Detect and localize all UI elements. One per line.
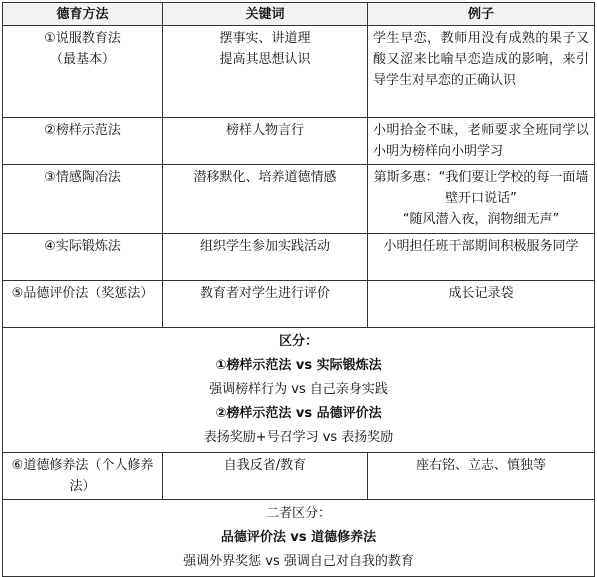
example-text: “随风潜入夜，润物细无声” bbox=[402, 212, 560, 227]
keywords-cell bbox=[163, 165, 368, 234]
keywords-cell bbox=[163, 234, 368, 281]
header-example: 例子 bbox=[368, 3, 595, 26]
method-note: （最基本） bbox=[49, 52, 115, 67]
method-cell bbox=[3, 26, 163, 118]
distinction-text: 强调榜样行为 vs 自己亲身实践 bbox=[209, 382, 388, 397]
example-text: 小明担任班干部期间积极服务同学 bbox=[383, 239, 579, 254]
table-row bbox=[3, 26, 595, 118]
example-cell bbox=[368, 234, 595, 281]
example-cell bbox=[368, 453, 595, 500]
method-name: ④实际锻炼法 bbox=[44, 239, 121, 254]
method-cell bbox=[3, 165, 163, 234]
method-cell bbox=[3, 453, 163, 500]
distinction-title: 二者区分： bbox=[265, 506, 331, 521]
method-name: ⑤品德评价法（奖惩法） bbox=[11, 286, 154, 301]
example-cell bbox=[368, 165, 595, 234]
keyword-line: 摆事实、讲道理 bbox=[219, 31, 311, 46]
distinction-text: 强调外界奖惩 vs 强调自己对自我的教育 bbox=[183, 554, 414, 569]
keywords-cell bbox=[163, 26, 368, 118]
distinction-heading: 品德评价法 vs 道德修养法 bbox=[220, 530, 377, 545]
distinction-row bbox=[3, 328, 595, 453]
table-row bbox=[3, 453, 595, 500]
table-row bbox=[3, 118, 595, 165]
distinction-text: 表扬奖励+号召学习 vs 表扬奖励 bbox=[203, 430, 394, 445]
table-row bbox=[3, 165, 595, 234]
header-method: 德育方法 bbox=[3, 3, 163, 26]
example-text: 学生早恋，教师用没有成熟的果子又酸又涩来比喻早恋造成的影响，来引导学生对早恋的正确认识 bbox=[373, 31, 589, 88]
document-sheet bbox=[2, 2, 594, 570]
keywords-cell bbox=[163, 281, 368, 328]
method-cell bbox=[3, 234, 163, 281]
header-row bbox=[3, 3, 595, 26]
keyword-line: 自我反省/教育 bbox=[223, 458, 307, 473]
distinction-cell bbox=[3, 500, 595, 577]
table-row bbox=[3, 234, 595, 281]
keyword-line: 教育者对学生进行评价 bbox=[199, 286, 330, 301]
example-text: 小明拾金不昧，老师要求全班同学以小明为榜样向小明学习 bbox=[373, 123, 589, 159]
moral-education-methods-table bbox=[2, 2, 595, 577]
keyword-line: 榜样人物言行 bbox=[225, 123, 304, 138]
distinction-title: 区分： bbox=[278, 334, 318, 349]
distinction-cell bbox=[3, 328, 595, 453]
keyword-line: 潜移默化、培养道德情感 bbox=[193, 170, 337, 185]
keywords-cell bbox=[163, 453, 368, 500]
example-text: 第斯多惠：“我们要让学校的每一面墙壁开口说话” bbox=[373, 170, 589, 206]
keyword-line: 提高其思想认识 bbox=[219, 52, 311, 67]
example-text: 成长记录袋 bbox=[448, 286, 514, 301]
method-cell bbox=[3, 118, 163, 165]
example-cell bbox=[368, 281, 595, 328]
distinction-heading: ②榜样示范法 vs 品德评价法 bbox=[215, 406, 382, 421]
example-cell bbox=[368, 26, 595, 118]
header-keywords: 关键词 bbox=[163, 3, 368, 26]
method-name: ②榜样示范法 bbox=[44, 123, 121, 138]
keyword-line: 组织学生参加实践活动 bbox=[199, 239, 330, 254]
method-cell bbox=[3, 281, 163, 328]
distinction-heading: ①榜样示范法 vs 实际锻炼法 bbox=[215, 358, 382, 373]
method-name: ⑥道德修养法（个人修养法） bbox=[11, 458, 154, 494]
distinction-row bbox=[3, 500, 595, 577]
method-name: ①说服教育法 bbox=[44, 31, 121, 46]
example-cell bbox=[368, 118, 595, 165]
method-name: ③情感陶冶法 bbox=[44, 170, 121, 185]
table-row bbox=[3, 281, 595, 328]
example-text: 座右铭、立志、慎独等 bbox=[415, 458, 546, 473]
keywords-cell bbox=[163, 118, 368, 165]
